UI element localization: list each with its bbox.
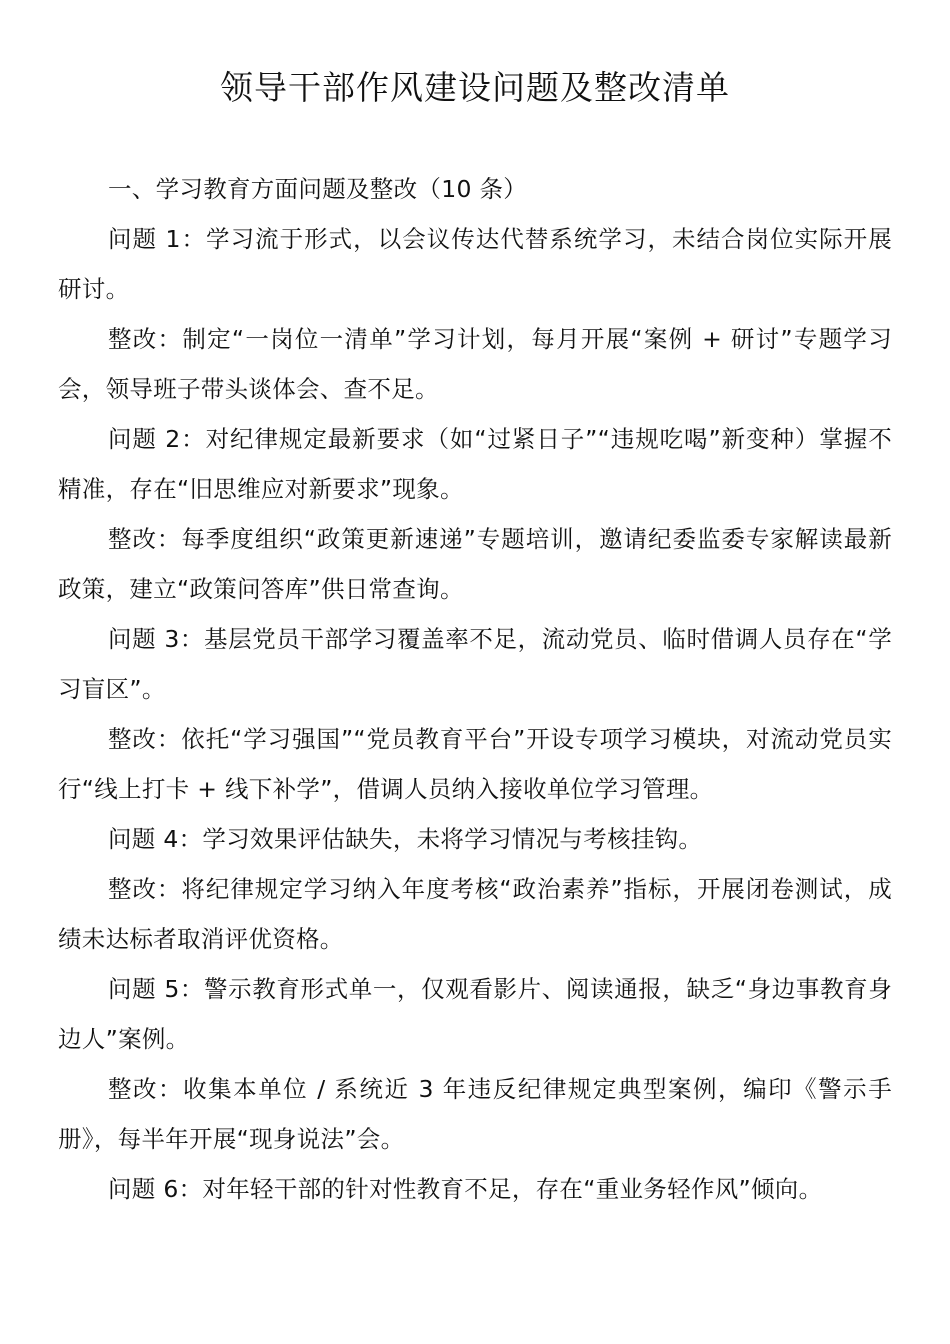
rectification-4: 整改：将纪律规定学习纳入年度考核“政治素养”指标，开展闭卷测试，成绩未达标者取消评优资格。 — [58, 875, 892, 953]
rectification-2: 整改：每季度组织“政策更新速递”专题培训，邀请纪委监委专家解读最新政策，建立“政策问答库”供日常查询。 — [58, 525, 892, 603]
rectification-5: 整改：收集本单位 / 系统近 3 年违反纪律规定典型案例，编印《警示手册》，每半年开展“现身说法”会。 — [58, 1075, 892, 1153]
rectification-3: 整改：依托“学习强国”“党员教育平台”开设专项学习模块，对流动党员实行“线上打卡 + 线下补学”，借调人员纳入接收单位学习管理。 — [58, 725, 892, 803]
problem-6: 问题 6：对年轻干部的针对性教育不足，存在“重业务轻作风”倾向。 — [108, 1175, 823, 1203]
problem-4: 问题 4：学习效果评估缺失，未将学习情况与考核挂钩。 — [108, 825, 703, 853]
document-body — [58, 164, 892, 1214]
problem-2: 问题 2：对纪律规定最新要求（如“过紧日子”“违规吃喝”新变种）掌握不精准，存在“旧思维应对新要求”现象。 — [58, 425, 892, 503]
problem-5: 问题 5：警示教育形式单一，仅观看影片、阅读通报，缺乏“身边事教育身边人”案例。 — [58, 975, 892, 1053]
section-heading: 一、学习教育方面问题及整改（10 条） — [108, 175, 528, 203]
problem-3: 问题 3：基层党员干部学习覆盖率不足，流动党员、临时借调人员存在“学习盲区”。 — [58, 625, 892, 703]
rectification-1: 整改：制定“一岗位一清单”学习计划，每月开展“案例 + 研讨”专题学习会，领导班子带头谈体会、查不足。 — [58, 325, 892, 403]
problem-1: 问题 1：学习流于形式，以会议传达代替系统学习，未结合岗位实际开展研讨。 — [58, 225, 892, 303]
document-title: 领导干部作风建设问题及整改清单 — [220, 68, 730, 107]
